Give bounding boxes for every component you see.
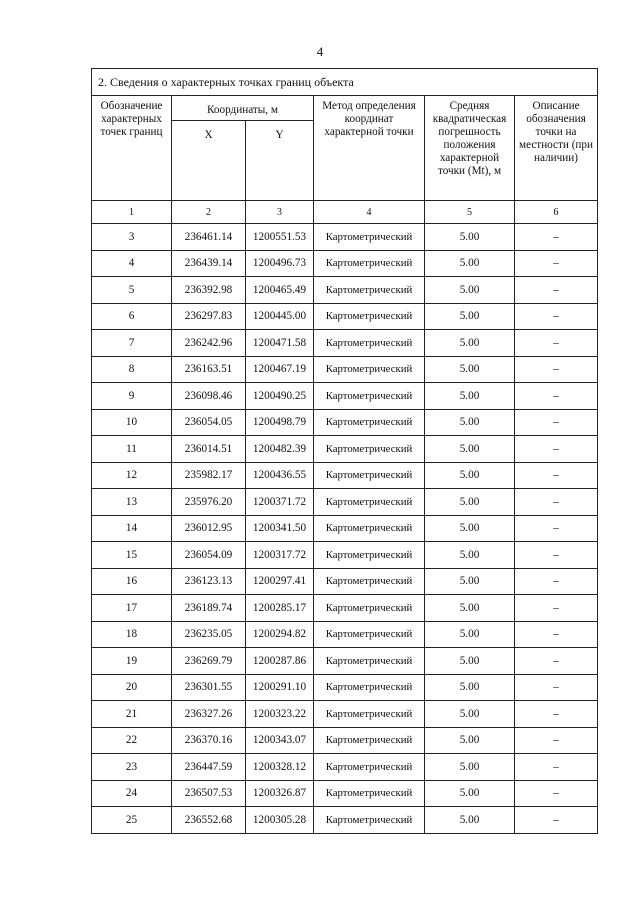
cell-error: 5.00: [425, 303, 515, 330]
column-number-row: [92, 201, 598, 224]
header-point: Обозначение характерных точек границ: [92, 96, 172, 201]
cell-point: 3: [92, 224, 172, 251]
table-row: [92, 648, 598, 675]
cell-point: 9: [92, 383, 172, 410]
cell-y: 1200496.73: [246, 250, 314, 277]
cell-x: 236507.53: [172, 780, 246, 807]
boundary-points-table: [91, 68, 598, 834]
cell-error: 5.00: [425, 383, 515, 410]
table-row: [92, 356, 598, 383]
cell-description: –: [515, 727, 598, 754]
header-y: Y: [246, 121, 314, 201]
cell-description: –: [515, 436, 598, 463]
cell-y: 1200305.28: [246, 807, 314, 834]
cell-method: Картометрический: [314, 727, 425, 754]
cell-x: 236269.79: [172, 648, 246, 675]
table-row: [92, 701, 598, 728]
cell-method: Картометрический: [314, 568, 425, 595]
cell-x: 236163.51: [172, 356, 246, 383]
cell-error: 5.00: [425, 330, 515, 357]
table-row: [92, 383, 598, 410]
cell-y: 1200291.10: [246, 674, 314, 701]
cell-x: 236054.09: [172, 542, 246, 569]
table-row: [92, 250, 598, 277]
cell-method: Картометрический: [314, 489, 425, 516]
cell-x: 236370.16: [172, 727, 246, 754]
cell-point: 10: [92, 409, 172, 436]
cell-x: 235976.20: [172, 489, 246, 516]
cell-y: 1200287.86: [246, 648, 314, 675]
table-row: [92, 780, 598, 807]
cell-error: 5.00: [425, 277, 515, 304]
cell-x: 236123.13: [172, 568, 246, 595]
cell-x: 236012.95: [172, 515, 246, 542]
cell-error: 5.00: [425, 542, 515, 569]
table-row: [92, 330, 598, 357]
cell-y: 1200436.55: [246, 462, 314, 489]
cell-description: –: [515, 674, 598, 701]
cell-point: 16: [92, 568, 172, 595]
cell-x: 236327.26: [172, 701, 246, 728]
cell-description: –: [515, 780, 598, 807]
column-number: 4: [314, 201, 425, 224]
cell-description: –: [515, 542, 598, 569]
cell-point: 19: [92, 648, 172, 675]
cell-point: 11: [92, 436, 172, 463]
cell-method: Картометрический: [314, 277, 425, 304]
column-number: 6: [515, 201, 598, 224]
table-row: [92, 462, 598, 489]
cell-point: 12: [92, 462, 172, 489]
table-row: [92, 436, 598, 463]
cell-x: 236552.68: [172, 807, 246, 834]
cell-error: 5.00: [425, 356, 515, 383]
cell-x: 236447.59: [172, 754, 246, 781]
cell-description: –: [515, 224, 598, 251]
cell-error: 5.00: [425, 568, 515, 595]
cell-description: –: [515, 250, 598, 277]
cell-description: –: [515, 648, 598, 675]
page-number: 4: [316, 44, 324, 59]
cell-point: 25: [92, 807, 172, 834]
cell-point: 8: [92, 356, 172, 383]
cell-description: –: [515, 621, 598, 648]
cell-error: 5.00: [425, 780, 515, 807]
cell-x: 236392.98: [172, 277, 246, 304]
cell-error: 5.00: [425, 807, 515, 834]
cell-y: 1200467.19: [246, 356, 314, 383]
table-row: [92, 674, 598, 701]
column-number: 5: [425, 201, 515, 224]
cell-method: Картометрический: [314, 701, 425, 728]
table-row: [92, 303, 598, 330]
cell-description: –: [515, 356, 598, 383]
table-row: [92, 621, 598, 648]
cell-error: 5.00: [425, 515, 515, 542]
column-number: 1: [92, 201, 172, 224]
table-row: [92, 489, 598, 516]
cell-method: Картометрический: [314, 807, 425, 834]
table-title-row: [92, 69, 598, 96]
cell-point: 21: [92, 701, 172, 728]
table-row: [92, 277, 598, 304]
cell-method: Картометрический: [314, 409, 425, 436]
cell-point: 15: [92, 542, 172, 569]
cell-description: –: [515, 303, 598, 330]
cell-point: 22: [92, 727, 172, 754]
cell-point: 4: [92, 250, 172, 277]
cell-x: 236054.05: [172, 409, 246, 436]
table-row: [92, 409, 598, 436]
cell-x: 236189.74: [172, 595, 246, 622]
header-coords: Координаты, м: [172, 96, 314, 121]
cell-point: 23: [92, 754, 172, 781]
cell-y: 1200482.39: [246, 436, 314, 463]
cell-method: Картометрический: [314, 515, 425, 542]
cell-description: –: [515, 807, 598, 834]
cell-error: 5.00: [425, 462, 515, 489]
cell-x: 236301.55: [172, 674, 246, 701]
cell-x: 236297.83: [172, 303, 246, 330]
table-row: [92, 807, 598, 834]
cell-point: 18: [92, 621, 172, 648]
cell-y: 1200297.41: [246, 568, 314, 595]
cell-method: Картометрический: [314, 542, 425, 569]
cell-point: 5: [92, 277, 172, 304]
cell-x: 236235.05: [172, 621, 246, 648]
cell-description: –: [515, 568, 598, 595]
cell-point: 6: [92, 303, 172, 330]
table-body: [92, 224, 598, 834]
cell-description: –: [515, 462, 598, 489]
cell-method: Картометрический: [314, 674, 425, 701]
cell-y: 1200551.53: [246, 224, 314, 251]
cell-y: 1200490.25: [246, 383, 314, 410]
table-row: [92, 542, 598, 569]
cell-method: Картометрический: [314, 595, 425, 622]
cell-method: Картометрический: [314, 224, 425, 251]
cell-y: 1200371.72: [246, 489, 314, 516]
cell-point: 7: [92, 330, 172, 357]
cell-description: –: [515, 277, 598, 304]
cell-x: 236242.96: [172, 330, 246, 357]
cell-method: Картометрический: [314, 621, 425, 648]
cell-error: 5.00: [425, 727, 515, 754]
cell-method: Картометрический: [314, 436, 425, 463]
cell-error: 5.00: [425, 595, 515, 622]
header-x: X: [172, 121, 246, 201]
cell-error: 5.00: [425, 436, 515, 463]
cell-description: –: [515, 701, 598, 728]
cell-error: 5.00: [425, 250, 515, 277]
cell-method: Картометрический: [314, 462, 425, 489]
table-row: [92, 568, 598, 595]
cell-description: –: [515, 595, 598, 622]
cell-point: 20: [92, 674, 172, 701]
cell-x: 236461.14: [172, 224, 246, 251]
cell-error: 5.00: [425, 224, 515, 251]
cell-y: 1200294.82: [246, 621, 314, 648]
cell-y: 1200471.58: [246, 330, 314, 357]
cell-y: 1200323.22: [246, 701, 314, 728]
cell-method: Картометрический: [314, 754, 425, 781]
column-number: 3: [246, 201, 314, 224]
header-row-1: [92, 96, 598, 121]
table-row: [92, 754, 598, 781]
cell-x: 236098.46: [172, 383, 246, 410]
table-row: [92, 515, 598, 542]
cell-method: Картометрический: [314, 303, 425, 330]
cell-error: 5.00: [425, 648, 515, 675]
cell-point: 13: [92, 489, 172, 516]
cell-method: Картометрический: [314, 356, 425, 383]
cell-x: 235982.17: [172, 462, 246, 489]
cell-y: 1200343.07: [246, 727, 314, 754]
cell-x: 236439.14: [172, 250, 246, 277]
cell-description: –: [515, 409, 598, 436]
cell-error: 5.00: [425, 701, 515, 728]
cell-description: –: [515, 330, 598, 357]
cell-description: –: [515, 754, 598, 781]
cell-method: Картометрический: [314, 780, 425, 807]
cell-description: –: [515, 489, 598, 516]
section-title: 2. Сведения о характерных точках границ объекта: [92, 69, 598, 96]
cell-method: Картометрический: [314, 383, 425, 410]
cell-error: 5.00: [425, 674, 515, 701]
cell-error: 5.00: [425, 754, 515, 781]
header-description: Описание обозначения точки на местности (при наличии): [515, 96, 598, 201]
cell-y: 1200498.79: [246, 409, 314, 436]
cell-x: 236014.51: [172, 436, 246, 463]
table-row: [92, 224, 598, 251]
cell-method: Картометрический: [314, 330, 425, 357]
cell-y: 1200285.17: [246, 595, 314, 622]
cell-error: 5.00: [425, 409, 515, 436]
cell-error: 5.00: [425, 489, 515, 516]
cell-y: 1200445.00: [246, 303, 314, 330]
cell-point: 17: [92, 595, 172, 622]
cell-y: 1200326.87: [246, 780, 314, 807]
cell-point: 14: [92, 515, 172, 542]
column-number: 2: [172, 201, 246, 224]
table-row: [92, 595, 598, 622]
cell-description: –: [515, 515, 598, 542]
cell-description: –: [515, 383, 598, 410]
cell-point: 24: [92, 780, 172, 807]
header-error: Средняя квадратическая погрешность положения характерной точки (Mt), м: [425, 96, 515, 201]
table-row: [92, 727, 598, 754]
cell-y: 1200328.12: [246, 754, 314, 781]
cell-y: 1200341.50: [246, 515, 314, 542]
cell-y: 1200317.72: [246, 542, 314, 569]
header-method: Метод определения координат характерной точки: [314, 96, 425, 201]
cell-method: Картометрический: [314, 648, 425, 675]
cell-error: 5.00: [425, 621, 515, 648]
cell-y: 1200465.49: [246, 277, 314, 304]
cell-method: Картометрический: [314, 250, 425, 277]
